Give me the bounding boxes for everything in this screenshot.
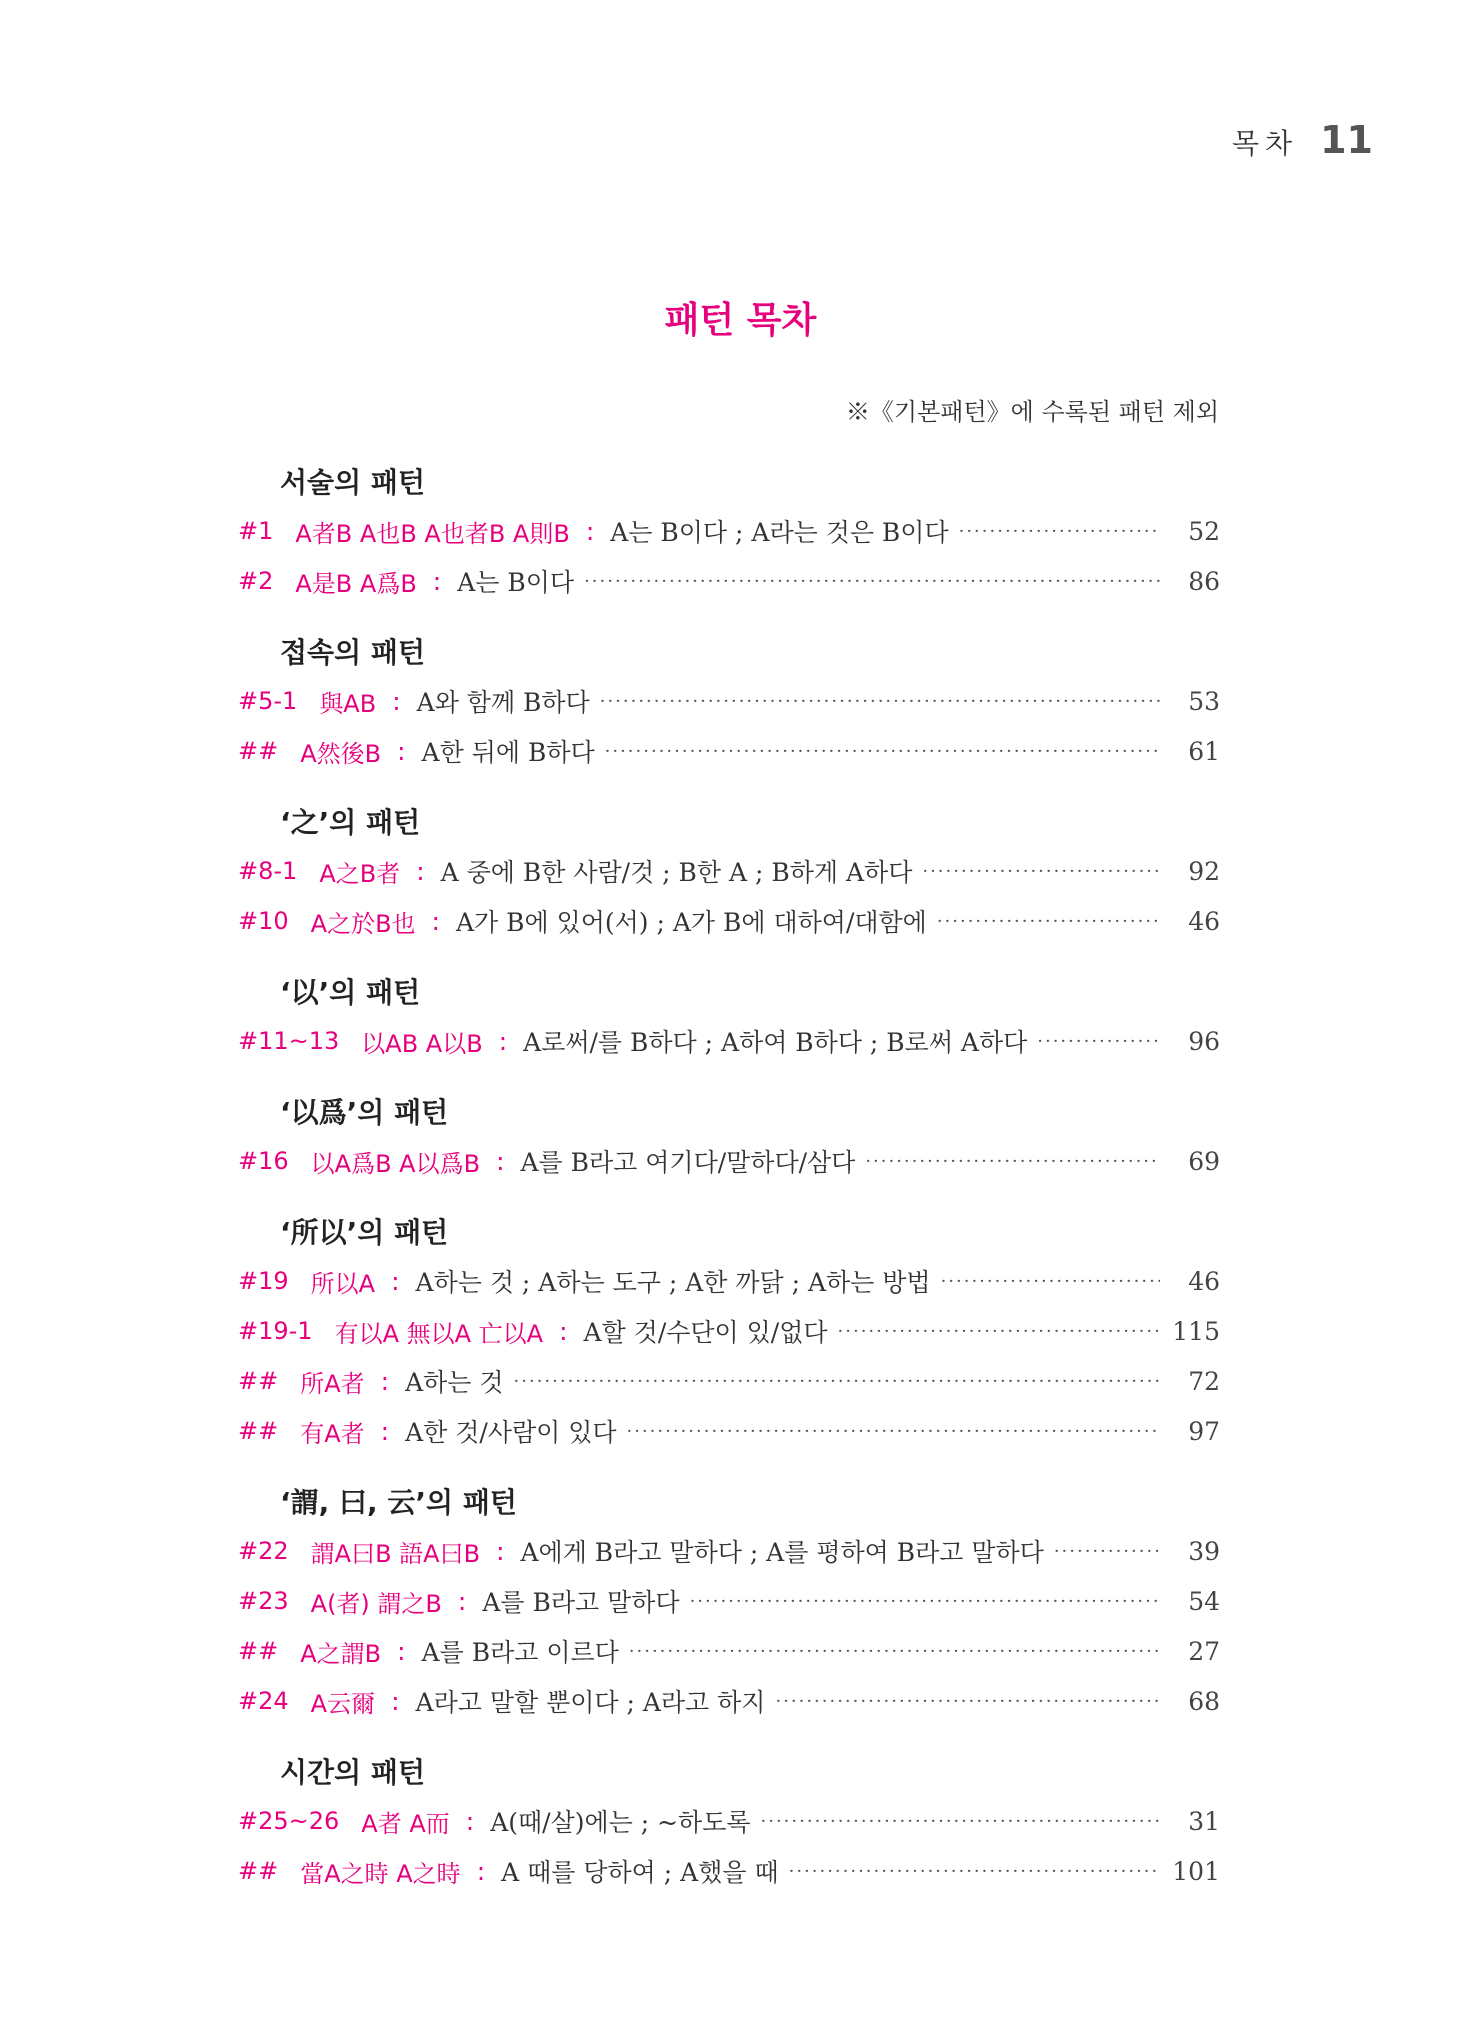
pattern-meaning: A 중에 B한 사람/것 ; B한 A ; B하게 A하다 <box>440 858 913 887</box>
pattern-text: A然後B <box>300 739 382 768</box>
dot-leader <box>959 521 1160 542</box>
pattern-text: A者 A而 <box>361 1809 450 1838</box>
toc-entry[interactable] <box>238 1796 1220 1846</box>
running-head <box>1232 118 1373 162</box>
pattern-meaning: A 때를 당하여 ; A했을 때 <box>501 1858 779 1887</box>
page-ref: 92 <box>1188 856 1220 886</box>
section-heading: ‘以爲’의 패턴 <box>280 1096 449 1129</box>
toc-section <box>238 460 1220 606</box>
separator-colon: : <box>397 1636 406 1666</box>
pattern-text: A是B A爲B <box>295 569 417 598</box>
pattern-text: 所A者 <box>300 1369 365 1398</box>
pattern-number: #22 <box>238 1537 289 1565</box>
pattern-text: 謂A曰B 語A曰B <box>310 1539 481 1568</box>
separator-colon: : <box>496 1146 505 1176</box>
exclusion-note: ※《기본패턴》에 수록된 패턴 제외 <box>845 398 1219 426</box>
page-ref: 115 <box>1172 1316 1220 1346</box>
dot-leader <box>1054 1541 1160 1562</box>
dot-leader <box>937 911 1160 932</box>
pattern-text: A者B A也B A也者B A則B <box>295 519 570 548</box>
page-ref: 31 <box>1188 1806 1220 1836</box>
pattern-meaning: A로써/를 B하다 ; A하여 B하다 ; B로써 A하다 <box>523 1028 1028 1057</box>
dot-leader <box>629 1641 1160 1662</box>
separator-colon: : <box>559 1316 568 1346</box>
section-heading: 접속의 패턴 <box>280 636 425 669</box>
dot-leader <box>865 1151 1160 1172</box>
pattern-number: #8-1 <box>238 857 298 885</box>
pattern-number: #19-1 <box>238 1317 313 1345</box>
separator-colon: : <box>392 686 401 716</box>
page-ref: 46 <box>1188 1266 1220 1296</box>
page-ref: 39 <box>1188 1536 1220 1566</box>
page-ref: 46 <box>1188 906 1220 936</box>
dot-leader <box>514 1371 1160 1392</box>
toc-entry[interactable] <box>238 506 1220 556</box>
toc-section <box>238 800 1220 946</box>
pattern-text: A之於B也 <box>310 909 416 938</box>
toc-entry[interactable] <box>238 676 1220 726</box>
section-heading: ‘之’의 패턴 <box>280 806 421 839</box>
page-ref: 86 <box>1188 566 1220 596</box>
page-ref: 27 <box>1188 1636 1220 1666</box>
pattern-number: #2 <box>238 567 274 595</box>
dot-leader <box>941 1271 1160 1292</box>
pattern-number: ## <box>238 1367 279 1395</box>
section-heading: ‘謂, 曰, 云’의 패턴 <box>280 1486 517 1519</box>
toc-entry[interactable] <box>238 1676 1220 1726</box>
toc-entry[interactable] <box>238 1306 1220 1356</box>
toc-section <box>238 1210 1220 1456</box>
pattern-meaning: A하는 것 ; A하는 도구 ; A한 까닭 ; A하는 방법 <box>415 1268 931 1297</box>
toc-entry[interactable] <box>238 1576 1220 1626</box>
pattern-number: #5-1 <box>238 687 298 715</box>
pattern-meaning: A를 B라고 이르다 <box>421 1638 619 1667</box>
separator-colon: : <box>432 566 442 596</box>
dot-leader <box>584 571 1160 592</box>
pattern-meaning: A는 B이다 ; A라는 것은 B이다 <box>610 518 949 547</box>
pattern-meaning: A를 B라고 여기다/말하다/삼다 <box>520 1148 856 1177</box>
pattern-number: #16 <box>238 1147 289 1175</box>
pattern-number: ## <box>238 737 279 765</box>
pattern-meaning: A(때/살)에는 ; ~하도록 <box>490 1808 751 1837</box>
separator-colon: : <box>585 516 595 546</box>
page-ref: 68 <box>1188 1686 1220 1716</box>
separator-colon: : <box>496 1536 505 1566</box>
pattern-text: 有A者 <box>300 1419 365 1448</box>
toc-entry[interactable] <box>238 1846 1220 1896</box>
pattern-meaning: A한 뒤에 B하다 <box>421 738 595 767</box>
toc-entry[interactable] <box>238 1136 1220 1186</box>
separator-colon: : <box>457 1586 467 1616</box>
pattern-number: #23 <box>238 1587 289 1615</box>
separator-colon: : <box>380 1366 390 1396</box>
pattern-number: #25~26 <box>238 1807 340 1835</box>
separator-colon: : <box>380 1416 390 1446</box>
pattern-meaning: A와 함께 B하다 <box>416 688 590 717</box>
section-heading: ‘所以’의 패턴 <box>280 1216 449 1249</box>
separator-colon: : <box>498 1026 508 1056</box>
toc-entry[interactable] <box>238 1406 1220 1456</box>
dot-leader <box>789 1861 1160 1882</box>
section-heading: 서술의 패턴 <box>280 466 425 499</box>
section-heading: ‘以’의 패턴 <box>280 976 421 1009</box>
page-number: 11 <box>1320 118 1373 162</box>
separator-colon: : <box>391 1686 400 1716</box>
toc-entry[interactable] <box>238 726 1220 776</box>
section-heading: 시간의 패턴 <box>280 1756 425 1789</box>
toc-section <box>238 1090 1220 1186</box>
pattern-meaning: A한 것/사람이 있다 <box>405 1418 617 1447</box>
pattern-number: #19 <box>238 1267 289 1295</box>
pattern-text: A(者) 謂之B <box>310 1589 442 1618</box>
toc-section <box>238 1750 1220 1896</box>
page-ref: 69 <box>1188 1146 1220 1176</box>
dot-leader <box>838 1321 1160 1342</box>
page-ref: 54 <box>1188 1586 1220 1616</box>
separator-colon: : <box>431 906 440 936</box>
pattern-number: ## <box>238 1637 279 1665</box>
pattern-meaning: A가 B에 있어(서) ; A가 B에 대하여/대함에 <box>455 908 927 937</box>
pattern-text: 以A爲B A以爲B <box>310 1149 481 1178</box>
separator-colon: : <box>465 1806 475 1836</box>
pattern-meaning: A라고 말할 뿐이다 ; A라고 하지 <box>415 1688 766 1717</box>
dot-leader <box>922 861 1160 882</box>
dot-leader <box>761 1811 1160 1832</box>
toc-section <box>238 1480 1220 1726</box>
pattern-meaning: A할 것/수단이 있/없다 <box>583 1318 828 1347</box>
dot-leader <box>690 1591 1160 1612</box>
page-ref: 72 <box>1188 1366 1220 1396</box>
pattern-text: 所以A <box>310 1269 376 1298</box>
pattern-number: ## <box>238 1857 279 1885</box>
separator-colon: : <box>476 1856 486 1886</box>
pattern-toc <box>238 460 1220 1920</box>
toc-section <box>238 970 1220 1066</box>
toc-entry[interactable] <box>238 1626 1220 1676</box>
pattern-number: ## <box>238 1417 279 1445</box>
pattern-meaning: A에게 B라고 말하다 ; A를 평하여 B라고 말하다 <box>520 1538 1044 1567</box>
dot-leader <box>605 741 1160 762</box>
pattern-text: 有以A 無以A 亡以A <box>334 1319 544 1348</box>
dot-leader <box>1037 1031 1160 1052</box>
toc-entry[interactable] <box>238 1256 1220 1306</box>
page-ref: 97 <box>1188 1416 1220 1446</box>
toc-entry[interactable] <box>238 846 1220 896</box>
page-ref: 53 <box>1188 686 1220 716</box>
page-title: 패턴 목차 <box>664 300 817 341</box>
toc-entry[interactable] <box>238 556 1220 606</box>
toc-section <box>238 630 1220 776</box>
running-label: 목차 <box>1232 127 1299 160</box>
toc-entry[interactable] <box>238 1016 1220 1066</box>
pattern-meaning: A하는 것 <box>405 1368 504 1397</box>
toc-entry[interactable] <box>238 1356 1220 1406</box>
page-ref: 61 <box>1188 736 1220 766</box>
pattern-number: #11~13 <box>238 1027 340 1055</box>
separator-colon: : <box>391 1266 400 1296</box>
separator-colon: : <box>416 856 425 886</box>
pattern-text: A之B者 <box>319 859 401 888</box>
dot-leader <box>775 1691 1160 1712</box>
pattern-text: 以AB A以B <box>361 1029 483 1058</box>
toc-entry[interactable] <box>238 896 1220 946</box>
page-ref: 96 <box>1188 1026 1220 1056</box>
pattern-text: A云爾 <box>310 1689 376 1718</box>
dot-leader <box>627 1421 1161 1442</box>
pattern-number: #1 <box>238 517 274 545</box>
page-ref: 52 <box>1188 516 1220 546</box>
pattern-meaning: A는 B이다 <box>457 568 575 597</box>
page-ref: 101 <box>1172 1856 1220 1886</box>
pattern-text: 與AB <box>319 689 377 718</box>
pattern-number: #10 <box>238 907 289 935</box>
pattern-number: #24 <box>238 1687 289 1715</box>
pattern-meaning: A를 B라고 말하다 <box>482 1588 680 1617</box>
toc-entry[interactable] <box>238 1526 1220 1576</box>
pattern-text: 當A之時 A之時 <box>300 1859 461 1888</box>
separator-colon: : <box>397 736 406 766</box>
pattern-text: A之謂B <box>300 1639 382 1668</box>
dot-leader <box>600 691 1160 712</box>
